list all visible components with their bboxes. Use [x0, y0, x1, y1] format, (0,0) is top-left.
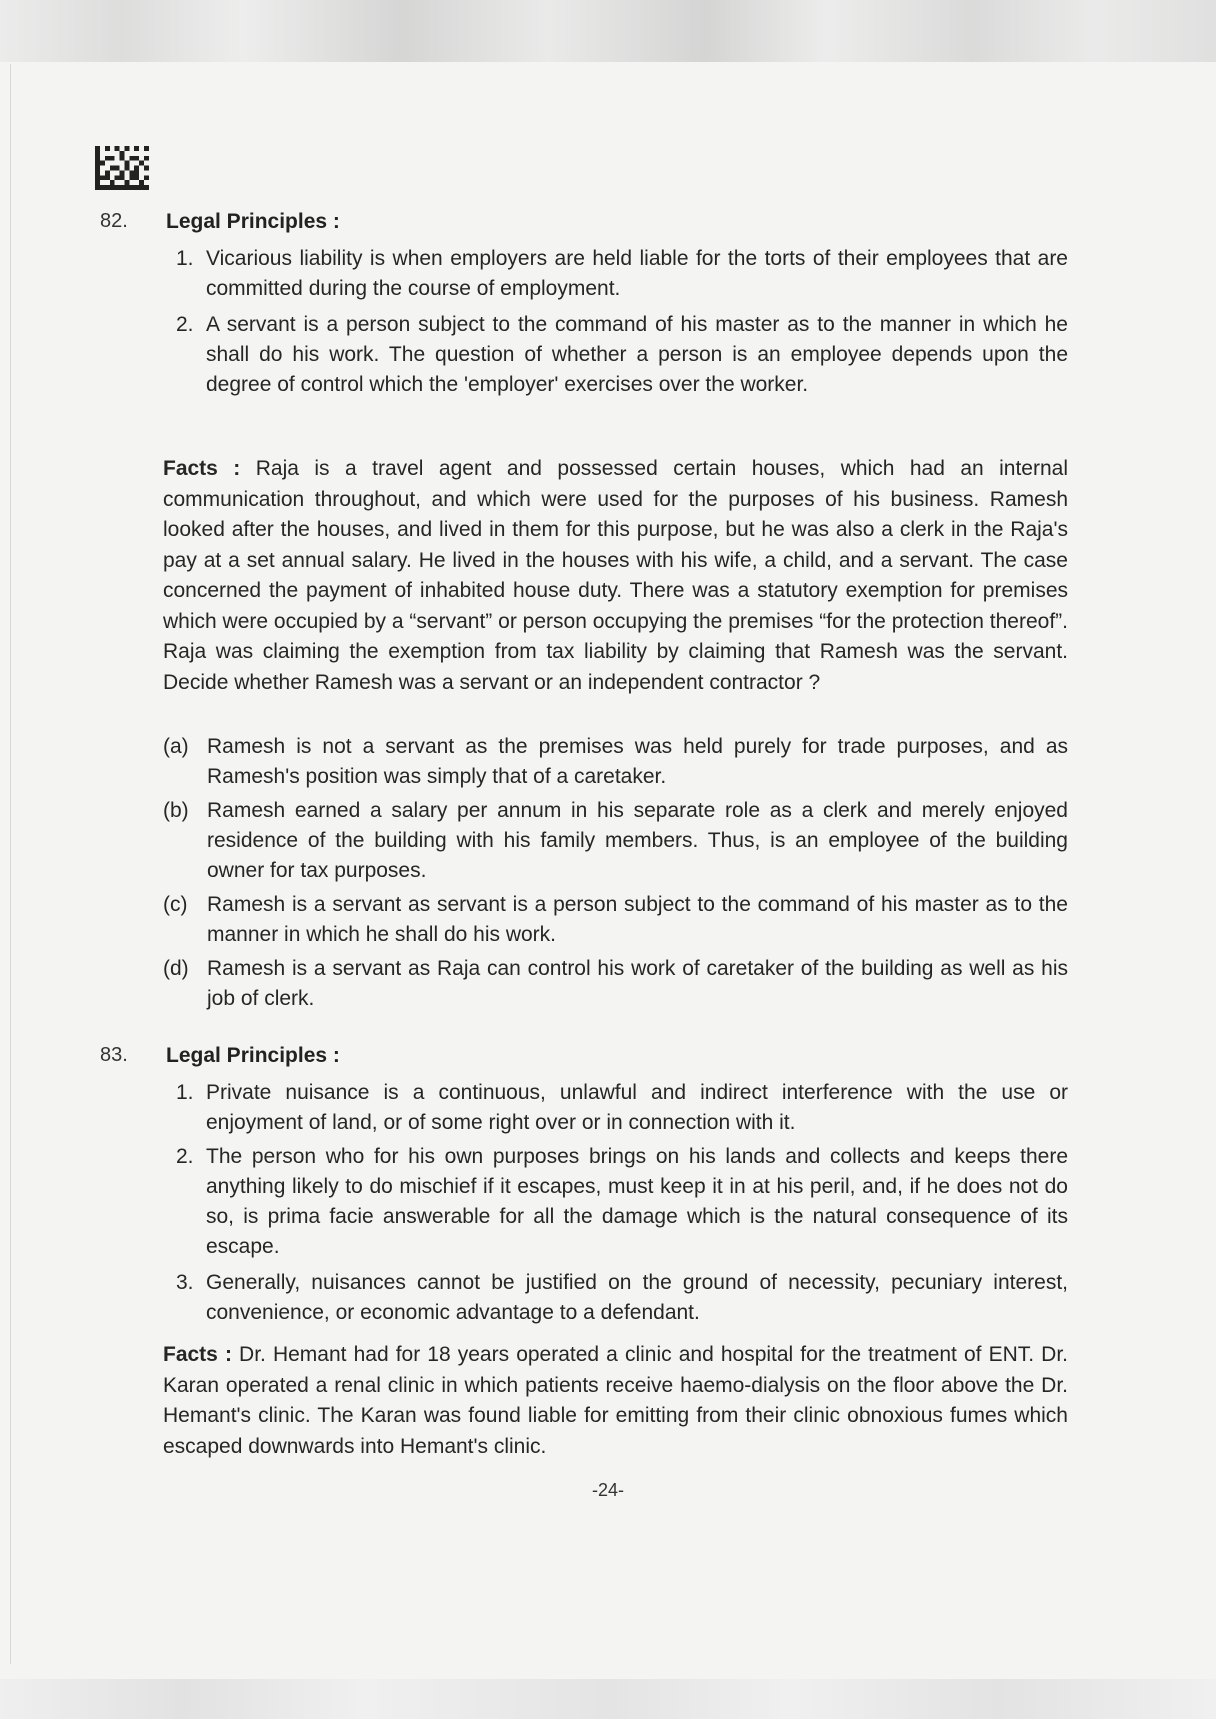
principle-text: A servant is a person subject to the command of his master as to the manner in which he shall do his work. The question of whether a person is an employee depends upon the degree of control which the 'employer' exercises over the worker. [206, 313, 1068, 396]
option-text: Ramesh is not a servant as the premises was held purely for trade purposes, and as Ramesh's position was simply that of a caretaker. [207, 735, 1068, 788]
facts-label: Facts : [163, 457, 241, 480]
facts-label: Facts : [163, 1343, 232, 1366]
principle-item [176, 1142, 1068, 1262]
principle-number: 3. [176, 1271, 194, 1294]
scan-shadow-bottom [0, 1679, 1216, 1719]
option-text: Ramesh is a servant as Raja can control his work of caretaker of the building as well as his job of clerk. [207, 957, 1068, 1010]
principle-text: Private nuisance is a continuous, unlawful and indirect interference with the use or enjoyment of land, or of some right over or in connection with it. [206, 1081, 1068, 1134]
answer-option-a [163, 732, 1068, 792]
principle-text: Generally, nuisances cannot be justified on the ground of necessity, pecuniary interest, convenience, or economic advantage to a defendant. [206, 1271, 1068, 1324]
principle-item [176, 1078, 1068, 1138]
principle-item [176, 310, 1068, 400]
option-label: (a) [163, 735, 189, 758]
answer-option-d [163, 954, 1068, 1014]
page-number: -24- [591, 1480, 624, 1500]
option-text: Ramesh earned a salary per annum in his separate role as a clerk and merely enjoyed residence of the building with his family members. Thus, is an employee of the building owner for tax purposes. [207, 799, 1068, 882]
legal-principles-heading: Legal Principles : [166, 1044, 340, 1067]
facts-text: Dr. Hemant had for 18 years operated a clinic and hospital for the treatment of ENT. Dr. Karan operated a renal clinic in which patients receive haemo-dialysis on the floor above the Dr. Hemant's clinic. The Karan was found liable for emitting from their clinic obnoxious fumes which escaped downwards into Hemant's clinic. [163, 1343, 1069, 1458]
answer-option-c [163, 890, 1068, 950]
answer-option-b [163, 796, 1068, 886]
option-label: (b) [163, 799, 189, 822]
scan-shadow-top [0, 0, 1216, 62]
principle-item [176, 244, 1068, 304]
facts-paragraph [163, 454, 1068, 698]
facts-text: Raja is a travel agent and possessed certain houses, which had an internal communication throughout, and which were used for the purposes of his business. Ramesh looked after the houses, and lived in them for this purpose, but he was also a clerk in the Raja's pay at a set annual salary. He lived in the houses with his wife, a child, and a servant. The case concerned the payment of inhabited house duty. There was a statutory exemption for premises which were occupied by a “servant” or person occupying the premises “for the protection thereof”. Raja was claiming the exemption from tax liability by claiming that Ramesh was the servant. Decide whether Ramesh was a servant or an independent contractor ? [163, 457, 1068, 694]
principle-text: The person who for his own purposes brings on his lands and collects and keeps there anything likely to do mischief if it escapes, must keep it in at his peril, and, if he does not do so, is prima facie answerable for all the damage which is the natural consequence of its escape. [206, 1145, 1068, 1258]
principle-number: 1. [176, 247, 194, 270]
option-label: (d) [163, 957, 189, 980]
principle-item [176, 1268, 1068, 1328]
principle-text: Vicarious liability is when employers are held liable for the torts of their employees that are committed during the course of employment. [206, 247, 1068, 300]
page-edge [10, 64, 11, 1664]
principle-number: 2. [176, 1145, 194, 1168]
option-text: Ramesh is a servant as servant is a person subject to the command of his master as to the manner in which he shall do his work. [207, 893, 1068, 946]
facts-paragraph [163, 1340, 1068, 1462]
option-label: (c) [163, 893, 188, 916]
qr-code-icon [95, 146, 149, 190]
principle-number: 2. [176, 313, 194, 336]
question-number: 82. [100, 210, 128, 232]
question-number: 83. [100, 1044, 128, 1066]
legal-principles-heading: Legal Principles : [166, 210, 340, 233]
principle-number: 1. [176, 1081, 194, 1104]
